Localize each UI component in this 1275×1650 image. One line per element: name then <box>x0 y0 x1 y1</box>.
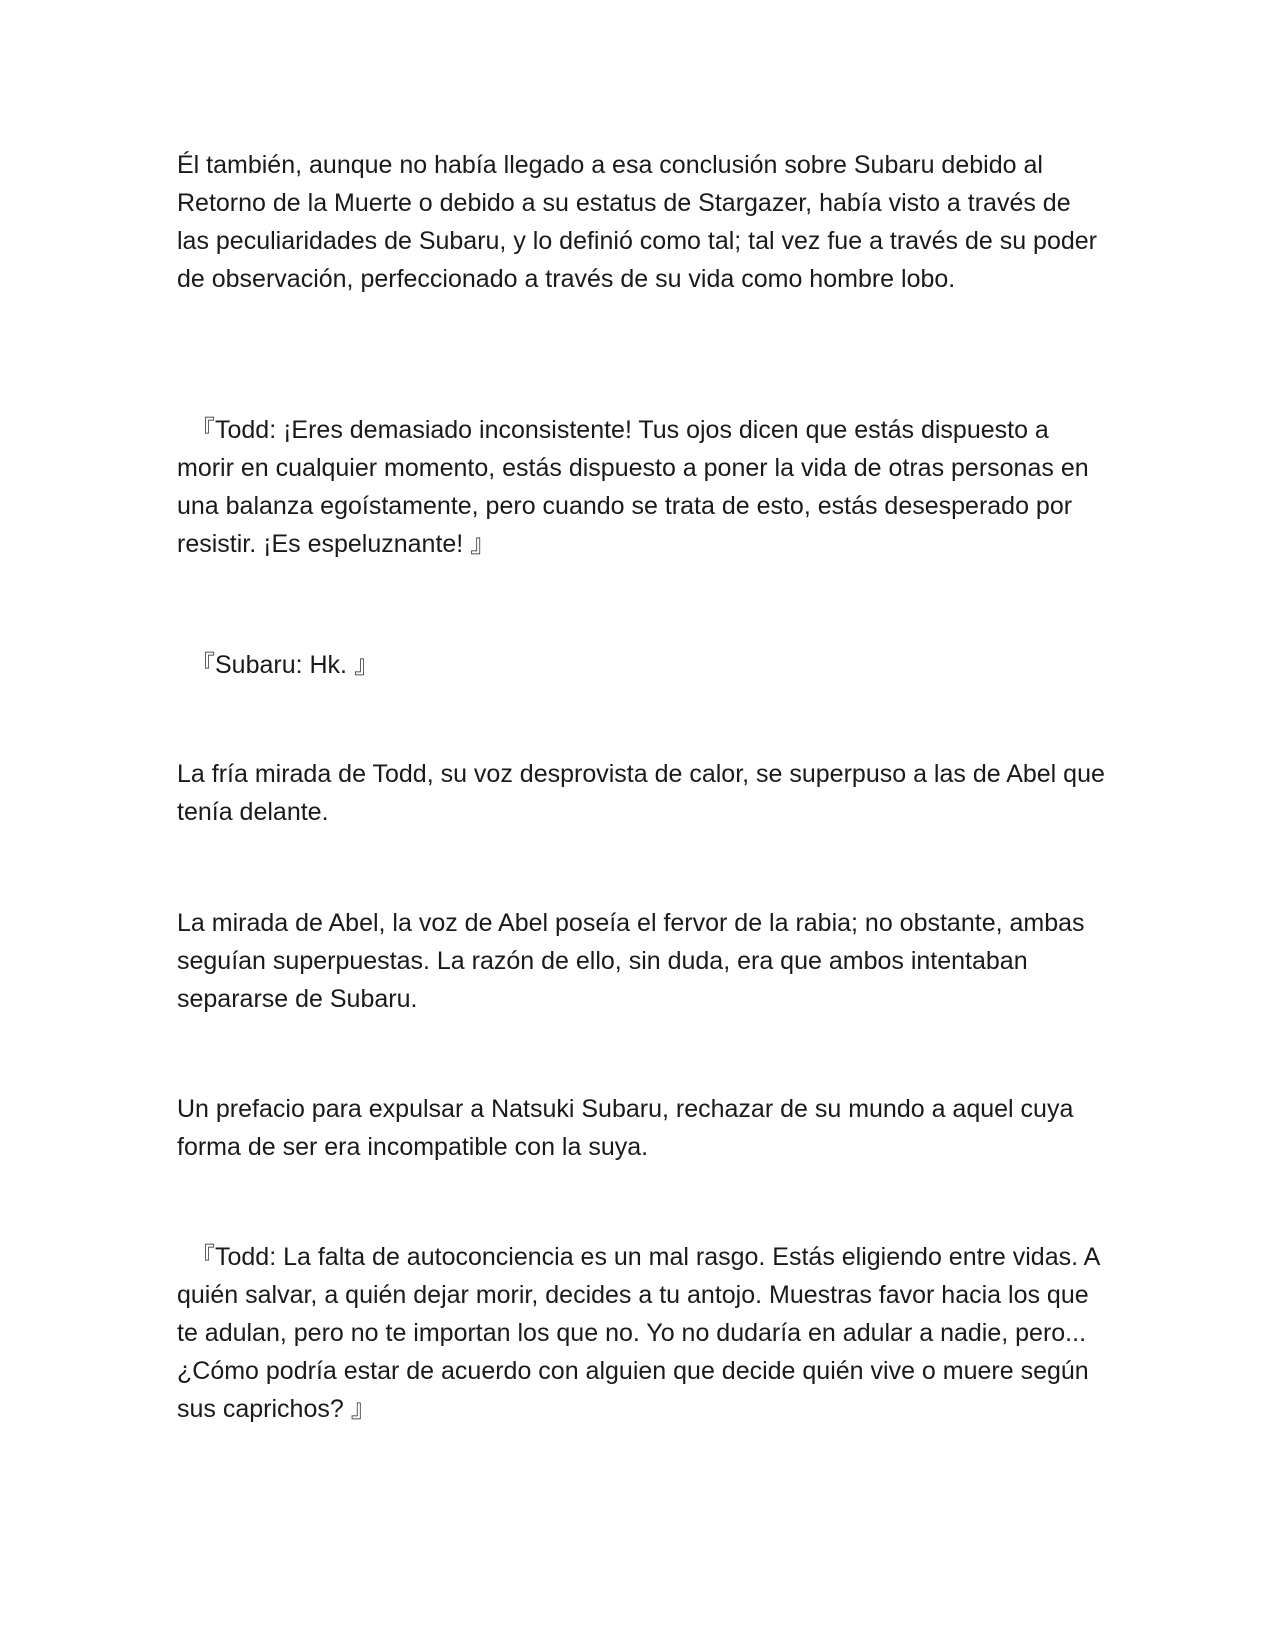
narration-paragraph: La mirada de Abel, la voz de Abel poseía el fervor de la rabia; no obstante, ambas seguían superpuestas. La razón de ello, sin duda, era que ambos intentaban separarse de Subaru. <box>177 909 1085 1013</box>
narration-paragraph: La fría mirada de Todd, su voz desprovista de calor, se superpuso a las de Abel que tenía delante. <box>177 760 1105 826</box>
narration-paragraph: Un prefacio para expulsar a Natsuki Subaru, rechazar de su mundo a aquel cuya forma de ser era incompatible con la suya. <box>177 1095 1074 1161</box>
dialogue-todd: 『Todd: La falta de autoconciencia es un mal rasgo. Estás eligiendo entre vidas. A quién salvar, a quién dejar morir, decides a tu antojo. Muestras favor hacia los que te adulan, pero no te importan los que no. Yo no dudaría en adular a nadie, pero... ¿Cómo podría estar de acuerdo con alguien que decide quién vive o muere según sus caprichos? 』 <box>177 1243 1099 1423</box>
dialogue-todd: 『Todd: ¡Eres demasiado inconsistente! Tus ojos dicen que estás dispuesto a morir en cualquier momento, estás dispuesto a poner la vida de otras personas en una balanza egoístamente, pero cuando se trata de esto, estás desesperado por resistir. ¡Es espeluznante! 』 <box>177 416 1089 558</box>
dialogue-subaru: 『Subaru: Hk. 』 <box>190 651 379 679</box>
narration-paragraph: Él también, aunque no había llegado a esa conclusión sobre Subaru debido al Retorno de la Muerte o debido a su estatus de Stargazer, había visto a través de las peculiaridades de Subaru, y lo definió como tal; tal vez fue a través de su poder de observación, perfeccionado a través de su vida como hombre lobo. <box>177 151 1097 293</box>
